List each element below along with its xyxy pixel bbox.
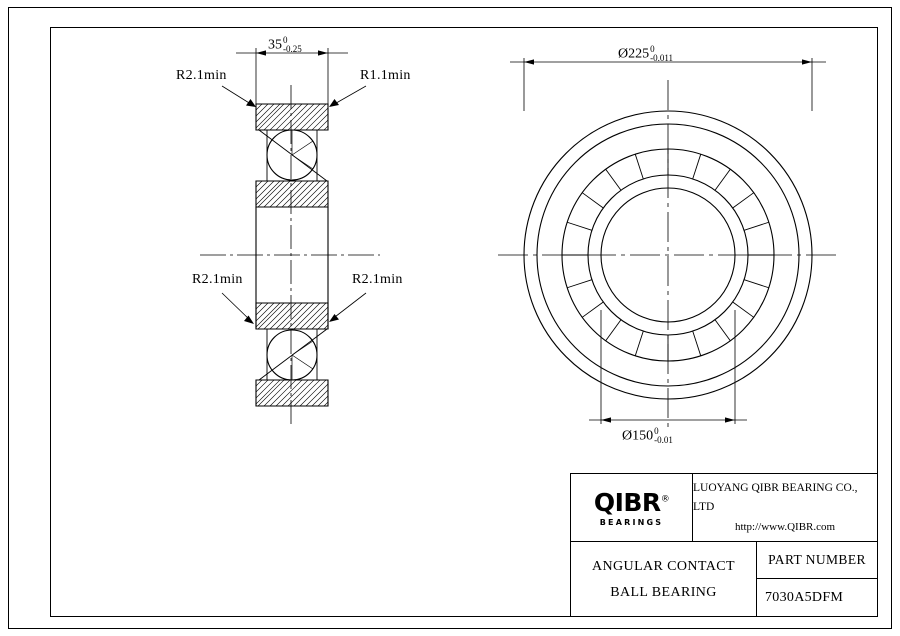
chamfer-label-top-right: R1.1min: [360, 68, 411, 83]
width-tol-upper: 0: [283, 35, 288, 45]
width-tol-lower: -0.25: [283, 44, 302, 55]
bore-tol-upper: 0: [654, 426, 659, 436]
company-url[interactable]: http://www.QIBR.com: [734, 520, 836, 533]
width-dimension-label: [268, 36, 302, 55]
front-center-lines: [498, 80, 838, 432]
product-description-line1: ANGULAR CONTACT: [592, 558, 735, 574]
chamfer-label-top-left: R2.1min: [176, 68, 227, 83]
chamfer-label-bottom-left: R2.1min: [192, 272, 243, 287]
part-number-label: PART NUMBER: [757, 542, 877, 579]
hatch-outer-top: [256, 104, 328, 130]
title-block-body: [571, 542, 877, 617]
company-info: [693, 474, 877, 541]
product-description: [571, 542, 757, 617]
diameter-symbol-od: Ø: [618, 46, 629, 62]
hatch-inner-top: [256, 181, 328, 207]
part-number-value: 7030A5DFM: [765, 590, 844, 605]
width-dimension: [236, 48, 348, 104]
logo-text: QIBR: [593, 488, 661, 517]
hatch-outer-bottom: [256, 380, 328, 406]
od-tol-lower: -0.011: [650, 53, 674, 64]
outer-diameter-label: [618, 45, 673, 64]
bore-diameter-label: [622, 427, 673, 446]
hatch-inner-bottom: [256, 303, 328, 329]
width-nominal: 35: [268, 37, 282, 53]
diameter-symbol-bore: Ø: [622, 428, 633, 444]
company-logo: [571, 474, 693, 541]
chamfer-leaders: [222, 86, 366, 324]
logo-wordmark: [594, 490, 669, 515]
title-block: [570, 473, 878, 617]
part-number-cell: [757, 542, 877, 617]
od-tol-upper: 0: [650, 44, 655, 54]
product-description-line2: BALL BEARING: [610, 584, 717, 600]
bore-tol-lower: -0.01: [654, 435, 673, 446]
registered-trademark-icon: ®: [660, 494, 670, 505]
od-nominal: 225: [628, 46, 650, 62]
title-block-header: [571, 474, 877, 542]
bore-nominal: 150: [632, 428, 654, 444]
logo-subtext: BEARINGS: [599, 518, 664, 527]
chamfer-label-bottom-right: R2.1min: [352, 272, 403, 287]
company-name: LUOYANG QIBR BEARING CO., LTD: [693, 481, 858, 514]
